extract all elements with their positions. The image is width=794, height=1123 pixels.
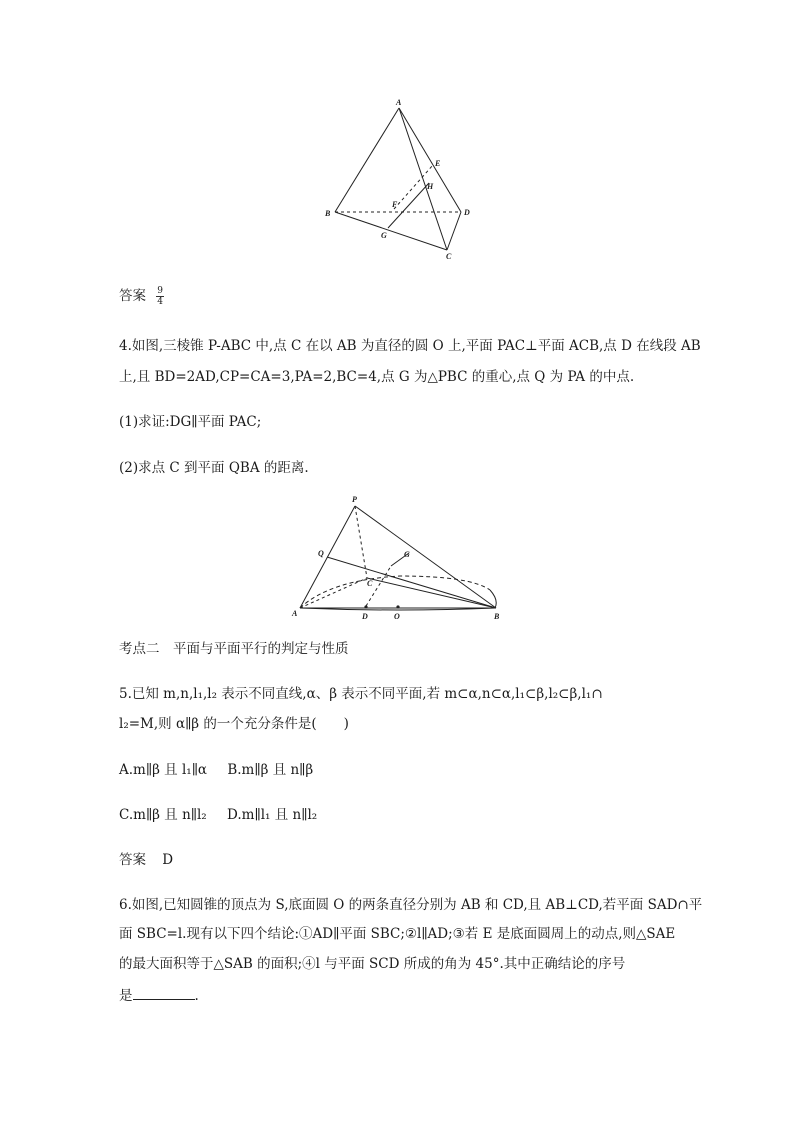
label-A: A — [292, 609, 298, 618]
edge-AE — [399, 108, 433, 165]
q4-line1: 4.如图,三棱锥 P-ABC 中,点 C 在以 AB 为直径的圆 O 上,平面 PAC⊥平面 ACB,点 D 在线段 AB — [119, 338, 701, 354]
label-G: G — [381, 231, 387, 240]
answer-value: D — [162, 852, 174, 868]
q5-option-d: D.m∥l₁ 且 n∥l₂ — [227, 807, 318, 823]
q6-line3: 的最大面积等于△SAB 的面积;④l 与平面 SCD 所成的角为 45°.其中正确结论的序号 — [119, 956, 626, 972]
label-D: D — [362, 612, 368, 621]
answer-3 — [119, 286, 164, 307]
answer-fraction — [156, 286, 164, 307]
figure-pyramid-circle — [290, 493, 510, 625]
answer-blank — [133, 987, 195, 1000]
point-O — [396, 605, 399, 608]
answer-5 — [119, 851, 173, 869]
label-A: A — [396, 98, 402, 107]
q6-line4-text: 是 — [119, 988, 133, 1004]
answer-label: 答案 — [119, 852, 146, 868]
label-Q: Q — [318, 549, 324, 558]
label-B: B — [325, 209, 331, 218]
section-heading: 考点二 平面与平面平行的判定与性质 — [119, 641, 349, 657]
q5-option-b: B.m∥β 且 n∥β — [227, 762, 314, 778]
label-H: H — [427, 182, 434, 191]
circle-back-arc — [300, 576, 490, 608]
label-F: F — [392, 200, 398, 209]
q5-line2: l₂=M,则 α∥β 的一个充分条件是( ) — [119, 716, 349, 732]
q6-line4: 是 . — [119, 988, 199, 1004]
label-P: P — [352, 495, 357, 504]
q5-option-a: A.m∥β 且 l₁∥α — [119, 762, 208, 778]
edge-ED — [433, 165, 461, 212]
q5-options-row1 — [119, 761, 313, 779]
q6-line2: 面 SBC=l.现有以下四个结论:①AD∥平面 SBC;②l∥AD;③若 E 是底面圆周上的动点,则△SAE — [119, 926, 676, 942]
q4-part2: (2)求点 C 到平面 QBA 的距离. — [119, 460, 309, 476]
q6-line1: 6.如图,已知圆锥的顶点为 S,底面圆 O 的两条直径分别为 AB 和 CD,且 AB⊥CD,若平面 SAD∩平 — [119, 897, 703, 913]
point-D — [364, 605, 367, 608]
edge-AB — [335, 108, 399, 212]
label-E: E — [435, 159, 441, 168]
edge-CB — [367, 578, 496, 608]
edge-AC — [399, 108, 447, 250]
edge-BC — [335, 212, 447, 250]
label-C: C — [446, 252, 452, 261]
label-G: G — [404, 550, 410, 559]
edge-AC-hidden — [300, 578, 367, 608]
figure-tetrahedron — [315, 95, 475, 265]
label-B: B — [494, 612, 500, 621]
fraction-numerator: 9 — [157, 286, 164, 296]
q5-options-row2 — [119, 806, 317, 824]
q5-line1: 5.已知 m,n,l₁,l₂ 表示不同直线,α、β 表示不同平面,若 m⊂α,n⊂α,l₁⊂β,l₂⊂β,l₁∩ — [119, 686, 603, 702]
answer-label: 答案 — [119, 288, 146, 304]
label-C: C — [367, 579, 373, 588]
q4-line2: 上,且 BD=2AD,CP=CA=3,PA=2,BC=4,点 G 为△PBC 的重心,点 Q 为 PA 的中点. — [119, 369, 635, 385]
q4-part1: (1)求证:DG∥平面 PAC; — [119, 414, 262, 430]
label-O: O — [394, 612, 400, 621]
q5-option-c: C.m∥β 且 n∥l₂ — [119, 807, 207, 823]
edge-DC — [447, 212, 461, 250]
fraction-denominator: 4 — [157, 297, 164, 307]
label-D: D — [464, 208, 470, 217]
edge-PB — [355, 506, 496, 608]
